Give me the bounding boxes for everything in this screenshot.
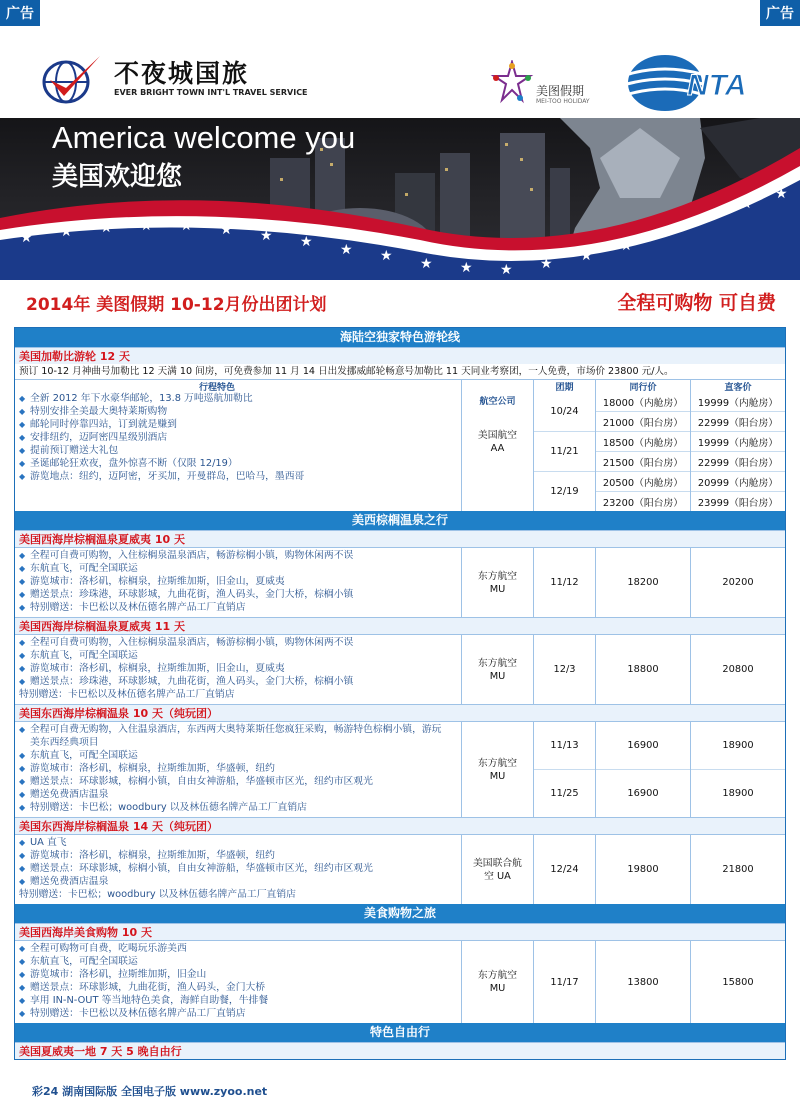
peer-price: 19800 bbox=[627, 864, 659, 875]
peer-prices bbox=[595, 635, 690, 704]
feature-item: ◆ 游览城市：洛杉矶，棕榈泉，拉斯维加斯，华盛顿，纽约 bbox=[19, 763, 275, 774]
direct-price: 18900 bbox=[722, 740, 754, 751]
plan-slogan: 全程可购物 可自费 bbox=[617, 292, 776, 314]
feature-item: ◆ 赠送景点：环球影城，棕榈小镇，自由女神游船，华盛顿市区光，纽约市区观光 bbox=[19, 776, 373, 787]
peer-price: 18200 bbox=[627, 577, 659, 588]
tour-row bbox=[15, 547, 785, 617]
tour-airline: 东方航空 MU bbox=[461, 548, 533, 617]
direct-price: 21800 bbox=[722, 864, 754, 875]
svg-text:★: ★ bbox=[540, 256, 553, 272]
diamond-bullet-icon: ◆ bbox=[19, 664, 26, 673]
plan-title-row bbox=[0, 288, 800, 318]
star-swirl-icon bbox=[490, 60, 534, 104]
tour-schedule-table bbox=[14, 327, 786, 1060]
diamond-bullet-icon: ◆ bbox=[19, 394, 26, 403]
diamond-bullet-icon: ◆ bbox=[19, 970, 26, 979]
feature-item: ◆ 游览城市：洛杉矶，棕榈泉，拉斯维加斯，华盛顿，纽约 bbox=[19, 850, 275, 861]
diamond-bullet-icon: ◆ bbox=[19, 877, 26, 886]
feature-item: ◆ 东航直飞，可配全国联运 bbox=[19, 563, 138, 574]
diamond-bullet-icon: ◆ bbox=[19, 407, 26, 416]
hero-banner bbox=[0, 118, 800, 280]
diamond-bullet-icon: ◆ bbox=[19, 751, 26, 760]
departure-date: 11/13 bbox=[550, 740, 579, 751]
diamond-bullet-icon: ◆ bbox=[19, 838, 26, 847]
section-header: 特色自由行 bbox=[15, 1023, 785, 1042]
tour-airline: 美国联合航空 UA bbox=[461, 835, 533, 904]
diamond-bullet-icon: ◆ bbox=[19, 803, 26, 812]
tour-dates bbox=[533, 380, 595, 511]
diamond-bullet-icon: ◆ bbox=[19, 764, 26, 773]
diamond-bullet-icon: ◆ bbox=[19, 983, 26, 992]
svg-text:★: ★ bbox=[420, 256, 433, 272]
diamond-bullet-icon: ◆ bbox=[19, 677, 26, 686]
tour-title: 美国西海岸美食购物 10 天 bbox=[15, 923, 785, 940]
direct-price: 23999（阳台房） bbox=[691, 491, 785, 511]
feature-item: ◆ 特别赠送：卡巴松以及林伍德名牌产品工厂直销店 bbox=[19, 1008, 246, 1019]
direct-prices bbox=[690, 722, 785, 817]
direct-price: 22999（阳台房） bbox=[691, 411, 785, 431]
tour-dates bbox=[533, 635, 595, 704]
column-header-peer: 同行价 bbox=[629, 383, 657, 393]
svg-text:★: ★ bbox=[60, 224, 73, 240]
peer-price: 13800 bbox=[627, 976, 659, 988]
peer-prices bbox=[595, 941, 690, 1023]
diamond-bullet-icon: ◆ bbox=[19, 577, 26, 586]
tour-row bbox=[15, 1059, 785, 1060]
departure-date: 12/19 bbox=[534, 471, 595, 511]
tour-note: 预订 10-12 月神曲号加勒比 12 天满 10 间房，可免费参加 11 月 14 日出发挪威邮轮畅意号加勒比 11 天同业考察团，一人免费，市场价 23800 元/人。 bbox=[19, 366, 674, 377]
feature-item: ◆ 游览城市：洛杉矶，棕榈泉，拉斯维加斯，旧金山，夏威夷 bbox=[19, 663, 285, 674]
section-header: 海陆空独家特色游轮线 bbox=[15, 328, 785, 347]
footer-text: 彩24 湖南国际版 全国电子版 www.zyoo.net bbox=[32, 1085, 268, 1098]
feature-item: ◆ 游览城市：洛杉矶，拉斯维加斯，旧金山 bbox=[19, 969, 207, 980]
peer-price: 18800 bbox=[627, 664, 659, 675]
diamond-bullet-icon: ◆ bbox=[19, 790, 26, 799]
departure-date: 11/17 bbox=[550, 976, 579, 988]
tour-title: 美国夏威夷一地 7 天 5 晚自由行 bbox=[15, 1042, 785, 1059]
svg-text:★: ★ bbox=[620, 238, 633, 254]
peer-prices bbox=[595, 835, 690, 904]
tour-dates bbox=[533, 941, 595, 1023]
feature-item: ◆ 赠送免费酒店温泉 bbox=[19, 789, 109, 800]
svg-text:★: ★ bbox=[220, 222, 233, 238]
direct-price: 19999（内舱房） bbox=[697, 397, 779, 409]
tour-title: 美国西海岸棕榈温泉夏威夷 11 天 bbox=[15, 617, 785, 634]
feature-item: ◆ 东航直飞，可配全国联运 bbox=[19, 956, 138, 967]
direct-price: 19999（内舱房） bbox=[691, 431, 785, 451]
direct-prices bbox=[690, 635, 785, 704]
diamond-bullet-icon: ◆ bbox=[19, 590, 26, 599]
peer-price: 16900 bbox=[627, 740, 659, 751]
feature-extra: 特别赠送：卡巴松以及林伍德名牌产品工厂直销店 bbox=[19, 689, 235, 700]
diamond-bullet-icon: ◆ bbox=[19, 996, 26, 1005]
peer-price: 20500（内舱房） bbox=[596, 471, 690, 491]
departure-date: 11/21 bbox=[534, 431, 595, 471]
feature-item: ◆ 东航直飞，可配全国联运 bbox=[19, 750, 138, 761]
feature-item: ◆ 邮轮同时停靠四站，订到就是赚到 bbox=[19, 419, 177, 430]
diamond-bullet-icon: ◆ bbox=[19, 420, 26, 429]
partner-logo bbox=[490, 52, 610, 112]
feature-item: ◆ 全程可购物可自费，吃喝玩乐游美西 bbox=[19, 943, 187, 954]
header bbox=[0, 22, 800, 118]
feature-item: ◆ 赠送景点：珍珠港，环球影城，九曲花街，渔人码头，金门大桥，棕榈小镇 bbox=[19, 676, 354, 687]
tour-features bbox=[15, 722, 461, 817]
feature-item: ◆ 赠送景点：珍珠港，环球影城，九曲花街，渔人码头，金门大桥，棕榈小镇 bbox=[19, 589, 354, 600]
tour-airline: 东方航空 MU bbox=[461, 941, 533, 1023]
feature-item: ◆ 特别赠送：卡巴松；woodbury 以及林伍德名牌产品工厂直销店 bbox=[19, 802, 307, 813]
brand-logo bbox=[42, 50, 308, 110]
tour-airline: 东方航空 MU bbox=[461, 635, 533, 704]
direct-price: 15800 bbox=[722, 976, 754, 988]
feature-extra: 特别赠送：卡巴松；woodbury 以及林伍德名牌产品工厂直销店 bbox=[19, 889, 296, 900]
tour-airline: 航空公司 美国航空 AA bbox=[461, 380, 533, 511]
tour-title: 美国加勒比游轮 12 天 bbox=[15, 347, 785, 364]
tour-airline: 东方航空 MU bbox=[461, 722, 533, 817]
nta-logo bbox=[625, 52, 770, 114]
departure-date: 11/25 bbox=[534, 769, 595, 817]
nta-globe-icon bbox=[625, 52, 770, 114]
direct-price: 22999（阳台房） bbox=[691, 451, 785, 471]
ad-tag-left: 广告 bbox=[0, 0, 40, 26]
feature-item: ◆ 特别安排全美最大奥特莱斯购物 bbox=[19, 406, 168, 417]
svg-text:★: ★ bbox=[300, 234, 313, 250]
diamond-bullet-icon: ◆ bbox=[19, 851, 26, 860]
feature-item: ◆ 游览地点：纽约，迈阿密，牙买加，开曼群岛，巴哈马，墨西哥 bbox=[19, 471, 305, 482]
departure-date: 12/3 bbox=[553, 664, 576, 675]
departure-date: 12/24 bbox=[550, 864, 579, 875]
column-header-row bbox=[19, 381, 461, 392]
svg-text:★: ★ bbox=[700, 210, 713, 226]
tour-dates bbox=[533, 548, 595, 617]
column-header-airline: 航空公司 bbox=[479, 397, 516, 407]
partner-name-cn: 美图假期 bbox=[536, 84, 585, 98]
svg-text:★: ★ bbox=[340, 242, 353, 258]
brand-name-en: EVER BRIGHT TOWN INT'L TRAVEL SERVICE bbox=[114, 88, 308, 97]
direct-prices bbox=[690, 835, 785, 904]
svg-text:★: ★ bbox=[740, 196, 753, 212]
departure-date: 10/24 bbox=[550, 406, 579, 417]
ad-tag-right: 广告 bbox=[760, 0, 800, 26]
banner-headline-en: America welcome you bbox=[52, 120, 356, 155]
diamond-bullet-icon: ◆ bbox=[19, 638, 26, 647]
peer-price: 21000（阳台房） bbox=[596, 411, 690, 431]
svg-text:★: ★ bbox=[580, 248, 593, 264]
diamond-bullet-icon: ◆ bbox=[19, 564, 26, 573]
feature-item: ◆ 特别赠送：卡巴松以及林伍德名牌产品工厂直销店 bbox=[19, 602, 246, 613]
tour-dates bbox=[533, 722, 595, 817]
banner-headline-cn: 美国欢迎您 bbox=[52, 162, 183, 192]
direct-prices bbox=[690, 380, 785, 511]
tour-title: 美国东西海岸棕榈温泉 14 天（纯玩团） bbox=[15, 817, 785, 834]
tour-row bbox=[15, 634, 785, 704]
direct-price: 20999（内舱房） bbox=[691, 471, 785, 491]
tour-row bbox=[15, 834, 785, 904]
tour-features bbox=[15, 941, 461, 1023]
feature-item: ◆ 享用 IN-N-OUT 等当地特色美食，海鲜自助餐，牛排餐 bbox=[19, 995, 269, 1006]
brand-name-cn: 不夜城国旅 bbox=[114, 59, 250, 88]
diamond-bullet-icon: ◆ bbox=[19, 725, 26, 734]
diamond-bullet-icon: ◆ bbox=[19, 651, 26, 660]
section-header: 美食购物之旅 bbox=[15, 904, 785, 923]
svg-text:★: ★ bbox=[380, 248, 393, 264]
diamond-bullet-icon: ◆ bbox=[19, 957, 26, 966]
peer-price: 16900 bbox=[596, 769, 690, 817]
diamond-bullet-icon: ◆ bbox=[19, 433, 26, 442]
svg-text:★: ★ bbox=[775, 186, 788, 202]
peer-price: 23200（阳台房） bbox=[596, 491, 690, 511]
diamond-bullet-icon: ◆ bbox=[19, 551, 26, 560]
peer-price: 18000（内舱房） bbox=[602, 397, 684, 409]
column-header-direct: 直客价 bbox=[724, 383, 752, 393]
feature-item: ◆ 圣诞邮轮狂欢夜，盘外惊喜不断（仅限 12/19） bbox=[19, 458, 238, 469]
feature-item: ◆ UA 直飞 bbox=[19, 837, 67, 848]
feature-item: ◆ 全程可自费无购物，入住温泉酒店，东西两大奥特莱斯任您疯狂采购，畅游特色棕榈小镇，游玩美东西经典项目 bbox=[19, 724, 442, 748]
partner-name-en: MEI-TOO HOLIDAY bbox=[536, 98, 590, 105]
tour-features bbox=[15, 835, 461, 904]
svg-text:★: ★ bbox=[260, 228, 273, 244]
diamond-bullet-icon: ◆ bbox=[19, 944, 26, 953]
tour-title: 美国东西海岸棕榈温泉 10 天（纯玩团） bbox=[15, 704, 785, 721]
feature-item: ◆ 东航直飞，可配全国联运 bbox=[19, 650, 138, 661]
peer-prices bbox=[595, 548, 690, 617]
column-header-date: 团期 bbox=[555, 383, 574, 393]
tour-row bbox=[15, 721, 785, 817]
direct-prices bbox=[690, 548, 785, 617]
direct-price: 20800 bbox=[722, 664, 754, 675]
peer-prices bbox=[595, 722, 690, 817]
feature-item: ◆ 全新 2012 年下水豪华邮轮，13.8 万吨巡航加勒比 bbox=[19, 393, 253, 404]
tour-features bbox=[15, 548, 461, 617]
diamond-bullet-icon: ◆ bbox=[19, 446, 26, 455]
diamond-bullet-icon: ◆ bbox=[19, 864, 26, 873]
tour-row bbox=[15, 940, 785, 1023]
diamond-bullet-icon: ◆ bbox=[19, 603, 26, 612]
svg-text:NTA: NTA bbox=[687, 69, 747, 102]
peer-prices bbox=[595, 380, 690, 511]
feature-item: ◆ 提前预订赠送大礼包 bbox=[19, 445, 119, 456]
column-header-features: 行程特色 bbox=[199, 383, 236, 393]
direct-prices bbox=[690, 941, 785, 1023]
svg-text:★: ★ bbox=[180, 218, 193, 234]
departure-date: 11/12 bbox=[550, 577, 579, 588]
peer-price: 21500（阳台房） bbox=[596, 451, 690, 471]
tour-title: 美国西海岸棕榈温泉夏威夷 10 天 bbox=[15, 530, 785, 547]
svg-text:★: ★ bbox=[500, 262, 513, 278]
plan-title: 2014年 美图假期 10-12月份出团计划 bbox=[26, 295, 327, 315]
tour-features bbox=[15, 635, 461, 704]
brand-globe-icon bbox=[42, 50, 102, 110]
page-footer bbox=[0, 1080, 800, 1100]
direct-price: 20200 bbox=[722, 577, 754, 588]
diamond-bullet-icon: ◆ bbox=[19, 472, 26, 481]
tour-features bbox=[15, 380, 461, 511]
feature-item: ◆ 游览城市：洛杉矶，棕榈泉，拉斯维加斯，旧金山，夏威夷 bbox=[19, 576, 285, 587]
feature-item: ◆ 全程可自费可购物，入住棕榈泉温泉酒店，畅游棕榈小镇，购物休闲两不误 bbox=[19, 550, 354, 561]
svg-text:★: ★ bbox=[140, 218, 153, 234]
peer-price: 18500（内舱房） bbox=[596, 431, 690, 451]
diamond-bullet-icon: ◆ bbox=[19, 777, 26, 786]
direct-price: 18900 bbox=[691, 769, 785, 817]
feature-item: ◆ 安排纽约，迈阿密四星级别酒店 bbox=[19, 432, 168, 443]
tour-dates bbox=[533, 835, 595, 904]
feature-item: ◆ 赠送免费酒店温泉 bbox=[19, 876, 109, 887]
diamond-bullet-icon: ◆ bbox=[19, 459, 26, 468]
svg-text:★: ★ bbox=[20, 230, 33, 246]
feature-item: ◆ 全程可自费可购物，入住棕榈泉温泉酒店，畅游棕榈小镇，购物休闲两不误 bbox=[19, 637, 354, 648]
diamond-bullet-icon: ◆ bbox=[19, 1009, 26, 1018]
svg-text:★: ★ bbox=[100, 220, 113, 236]
section-header: 美西棕榈温泉之行 bbox=[15, 511, 785, 530]
svg-text:★: ★ bbox=[460, 260, 473, 276]
feature-item: ◆ 赠送景点：环球影城，九曲花街，渔人码头，金门大桥 bbox=[19, 982, 266, 993]
tour-row bbox=[15, 379, 785, 511]
svg-text:★: ★ bbox=[660, 224, 673, 240]
feature-item: ◆ 赠送景点：环球影城，棕榈小镇，自由女神游船，华盛顿市区光，纽约市区观光 bbox=[19, 863, 373, 874]
